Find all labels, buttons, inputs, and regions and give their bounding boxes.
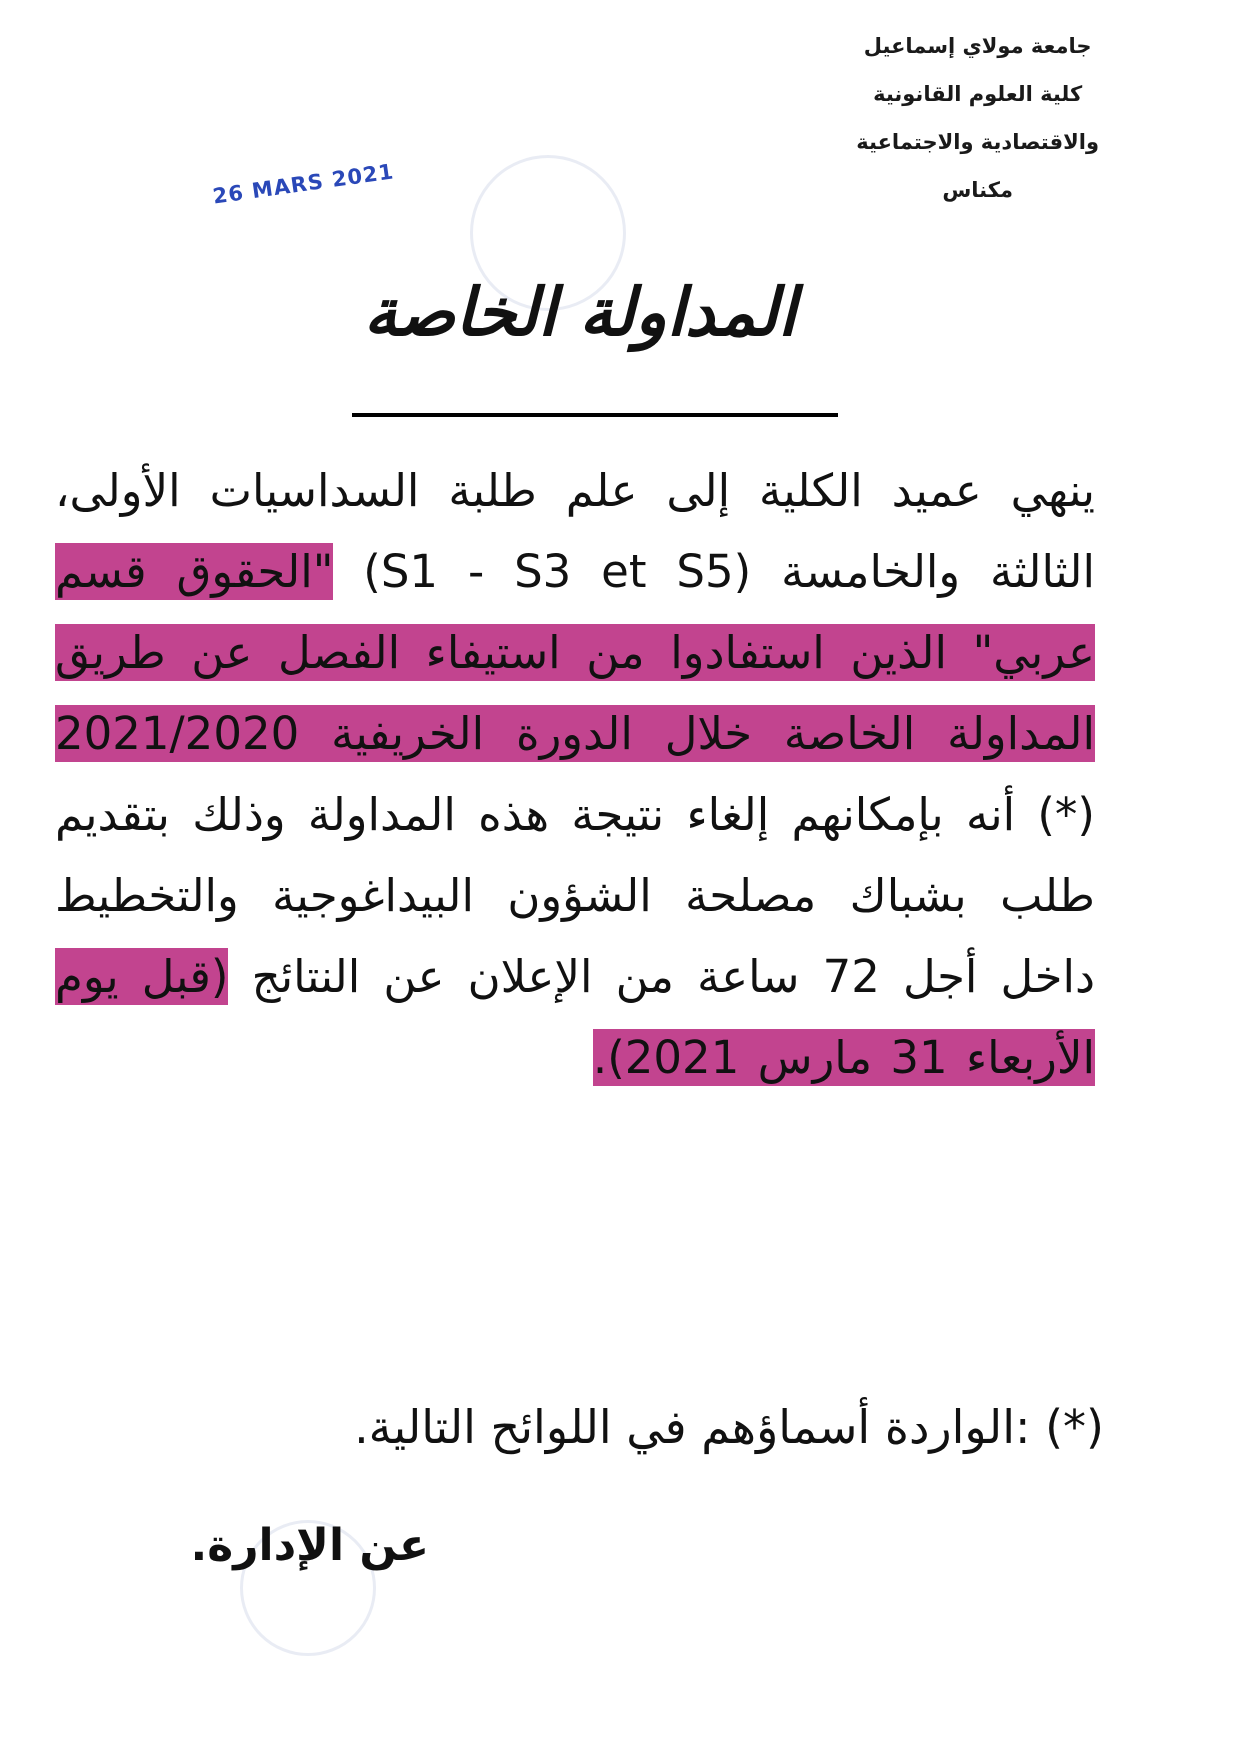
date-stamp: 26 MARS 2021	[211, 159, 396, 209]
faculty-name-line1: كلية العلوم القانونية	[873, 82, 1083, 106]
city-name: مكناس	[942, 178, 1013, 202]
title-underline	[352, 413, 838, 417]
footnote: (*) :الواردة أسماؤهم في اللوائح التالية.	[354, 1400, 1104, 1454]
document-title: المداولة الخاصة	[363, 273, 797, 351]
faculty-name-line2: والاقتصادية والاجتماعية	[856, 130, 1099, 154]
highlighted-deadline: (قبل يوم الأربعاء 31 مارس 2021).	[55, 950, 1095, 1084]
institution-header	[856, 22, 1099, 214]
semesters-code: (S1 - S3 et S5)	[363, 545, 752, 598]
administration-signature: عن الإدارة.	[190, 1520, 429, 1571]
body-intro: ينهي عميد الكلية إلى علم طلبة السداسيات الأولى، الثالثة والخامسة	[55, 464, 1095, 598]
body-instructions: (*) أنه بإمكانهم إلغاء نتيجة هذه المداولة وذلك بتقديم طلب بشباك مصلحة الشؤون البيداغوجية والتخطيط داخل أجل 72 ساعة من الإعلان عن النتائج	[55, 788, 1095, 1003]
highlighted-program: "الحقوق قسم عربي" الذين استفادوا من استيفاء الفصل عن طريق المداولة الخاصة خلال الدورة الخريفية 2021/2020	[55, 545, 1095, 760]
university-name: جامعة مولاي إسماعيل	[863, 34, 1092, 58]
announcement-body	[55, 450, 1095, 1098]
